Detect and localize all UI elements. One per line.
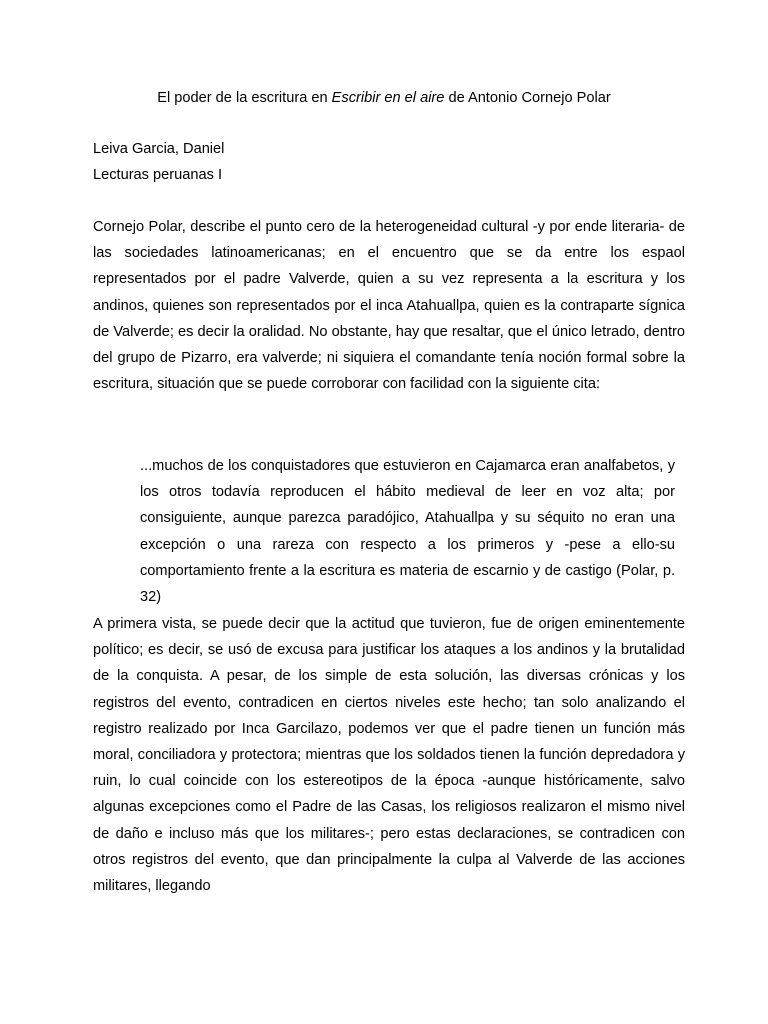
body-paragraph-2: A primera vista, se puede decir que la actitud que tuvieron, fue de origen eminentemente político; es decir, se usó de excusa para justificar los ataques a los andinos y la brutalidad de la conquista. A pesar, de los simple de esta solución, las diversas crónicas y los registros del evento, contradicen en ciertos niveles este hecho; tan solo analizando el registro realizado por Inca Garcilazo, podemos ver que el padre tienen un función más moral, conciliadora y protectora; mientras que los soldados tienen la función depredadora y ruin, lo cual coincide con los estereotipos de la época -aunque históricamente, salvo algunas excepciones como el Padre de las Casas, los religiosos realizaron el mismo nivel de daño e incluso más que los militares-; pero estas declaraciones, se contradicen con otros registros del evento, que dan principalmente la culpa al Valverde de las acciones militares, llegando (93, 616, 685, 895)
author-name: Leiva Garcia, Daniel (93, 141, 225, 157)
body-paragraph-1: Cornejo Polar, describe el punto cero de la heterogeneidad cultural -y por ende literaria- de las sociedades latinoamericanas; en el encuentro que se da entre los espaol representados por el padre Valverde, quien a su vez representa a la escritura y los andinos, quienes son representados por el inca Atahuallpa, quien es la contraparte sígnica de Valverde; es decir la oralidad. No obstante, hay que resaltar, que el único letrado, dentro del grupo de Pizarro, era valverde; ni siquiera el comandante tenía noción formal sobre la escritura, situación que se puede corroborar con facilidad con la siguiente cita: (93, 219, 685, 393)
block-quote: ...muchos de los conquistadores que estuvieron en Cajamarca eran analfabetos, y los otros todavía reproducen el hábito medieval de leer en voz alta; por consiguiente, aunque parezca paradójico, Atahuallpa y su séquito no eran una excepción o una rareza con respecto a los primeros y -pese a ello-su comportamiento frente a la escritura es materia de escarnio y de castigo (Polar, p. 32) (140, 458, 675, 606)
course-name: Lecturas peruanas I (93, 167, 222, 183)
title-suffix: de Antonio Cornejo Polar (444, 90, 611, 106)
title-prefix: El poder de la escritura en (157, 90, 332, 106)
document-title (0, 86, 768, 110)
title-book-name: Escribir en el aire (331, 90, 445, 106)
